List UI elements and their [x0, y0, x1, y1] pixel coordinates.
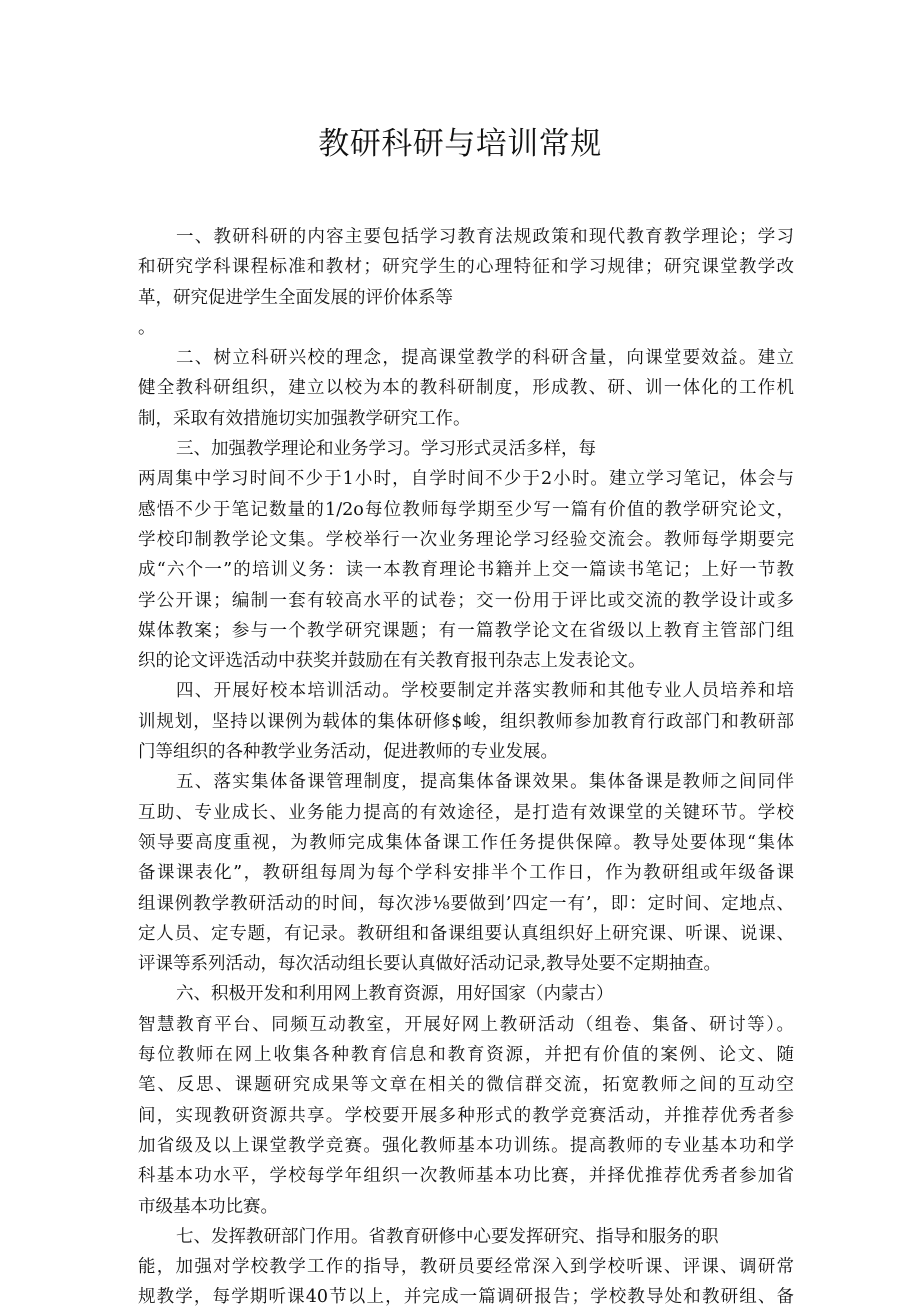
text-line: 间，实现教研资源共享。学校要开展多种形式的教学竞赛活动，并推荐优秀者参 [138, 1105, 794, 1126]
text-line: 一、教研科研的内容主要包括学习教育法规政策和现代教育教学理论；学习 [176, 227, 794, 247]
text-line: 成“六个一”的培训义务：读一本教育理论书籍并上交一篇读书笔记；上好一节教 [138, 560, 794, 581]
text-line: 两周集中学习时间不少于1小时，自学时间不少于2小时。建立学习笔记，体会与 [138, 469, 794, 490]
text-line: 互助、专业成长、业务能力提高的有效途径，是打造有效课堂的关键环节。学校 [138, 802, 794, 823]
text-line: 七、发挥教研部门作用。省教育研修中心要发挥研究、指导和服务的职 [176, 1226, 719, 1247]
text-line: 门等组织的各种教学业务活动，促进教师的专业发展。 [138, 742, 558, 763]
text-line: 定人员、定专题，有记录。教研组和备课组要认真组织好上研究课、听课、说课、 [138, 923, 794, 944]
text-line: 健全教科研组织，建立以校为本的教科研制度，形成教、研、训一体化的工作机 [138, 378, 794, 399]
text-line: 制，采取有效措施切实加强教学研究工作。 [138, 408, 471, 429]
text-line: 笔、反思、课题研究成果等文章在相关的微信群交流，拓宽教师之间的互动空 [138, 1075, 794, 1096]
text-line: 革，研究促进学生全面发展的评价体系等 [138, 287, 453, 308]
text-line: 评课等系列活动，每次活动组长要认真做好活动记录,教导处要不定期抽查。 [138, 954, 722, 975]
text-line: 每位教师在网上收集各种教育信息和教育资源，并把有价值的案例、论文、随 [138, 1045, 794, 1066]
text-line: 学校印制教学论文集。学校举行一次业务理论学习经验交流会。教师每学期要完 [138, 529, 794, 550]
text-line: 加省级及以上课堂教学竞赛。强化教师基本功训练。提高教师的专业基本功和学 [138, 1135, 794, 1156]
text-line: 学公开课；编制一套有较高水平的试卷；交一份用于评比或交流的教学设计或多 [138, 590, 794, 611]
text-line: 备课课表化”，教研组每周为每个学科安排半个工作日，作为教研组或年级备课 [138, 863, 794, 884]
text-line: 规教学，每学期听课40节以上，并完成一篇调研报告；学校教导处和教研组、备 [138, 1287, 794, 1308]
text-line: 训规划，坚持以课例为载体的集体研修$峻，组织教师参加教育行政部门和教研部 [138, 711, 794, 732]
text-line: 。 [138, 317, 156, 338]
text-line: 六、积极开发和利用网上教育资源，用好国家（内蒙古） [176, 984, 614, 1005]
text-line: 能，加强对学校教学工作的指导，教研员要经常深入到学校听课、评课、调研常 [138, 1257, 794, 1278]
text-line: 五、落实集体备课管理制度，提高集体备课效果。集体备课是教师之间同伴 [176, 772, 794, 793]
text-line: 织的论文评选活动中获奖并鼓励在有关教育报刊杂志上发表论文。 [138, 651, 646, 672]
text-line: 和研究学科课程标准和教材；研究学生的心理特征和学习规律；研究课堂教学改 [138, 257, 794, 278]
text-line: 四、开展好校本培训活动。学校要制定并落实教师和其他专业人员培养和培 [176, 681, 794, 702]
text-line: 三、加强教学理论和业务学习。学习形式灵活多样，每 [176, 439, 596, 460]
text-line: 组课例教学教研活动的时间，每次涉⅛要做到’四定一有’，即：定时间、定地点、 [138, 893, 794, 914]
document-body [138, 222, 794, 1313]
document-title: 教研科研与培训常规 [318, 126, 602, 162]
text-line: 二、树立科研兴校的理念，提高课堂教学的科研含量，向课堂要效益。建立 [176, 348, 794, 369]
text-line: 科基本功水平，学校每学年组织一次教师基本功比赛，并择优推荐优秀者参加省 [138, 1166, 794, 1187]
text-line: 领导要高度重视，为教师完成集体备课工作任务提供保障。教导处要体现“集体 [138, 832, 794, 853]
text-line: 市级基本功比赛。 [138, 1196, 278, 1217]
text-line: 感悟不少于笔记数量的1∕2o每位教师每学期至少写一篇有价值的教学研究论文， [138, 499, 794, 520]
text-line: 媒体教案；参与一个教学研究课题；有一篇教学论文在省级以上教育主管部门组 [138, 620, 794, 641]
text-line: 智慧教育平台、同频互动教室，开展好网上教研活动（组卷、集备、研讨等）。 [138, 1014, 794, 1035]
